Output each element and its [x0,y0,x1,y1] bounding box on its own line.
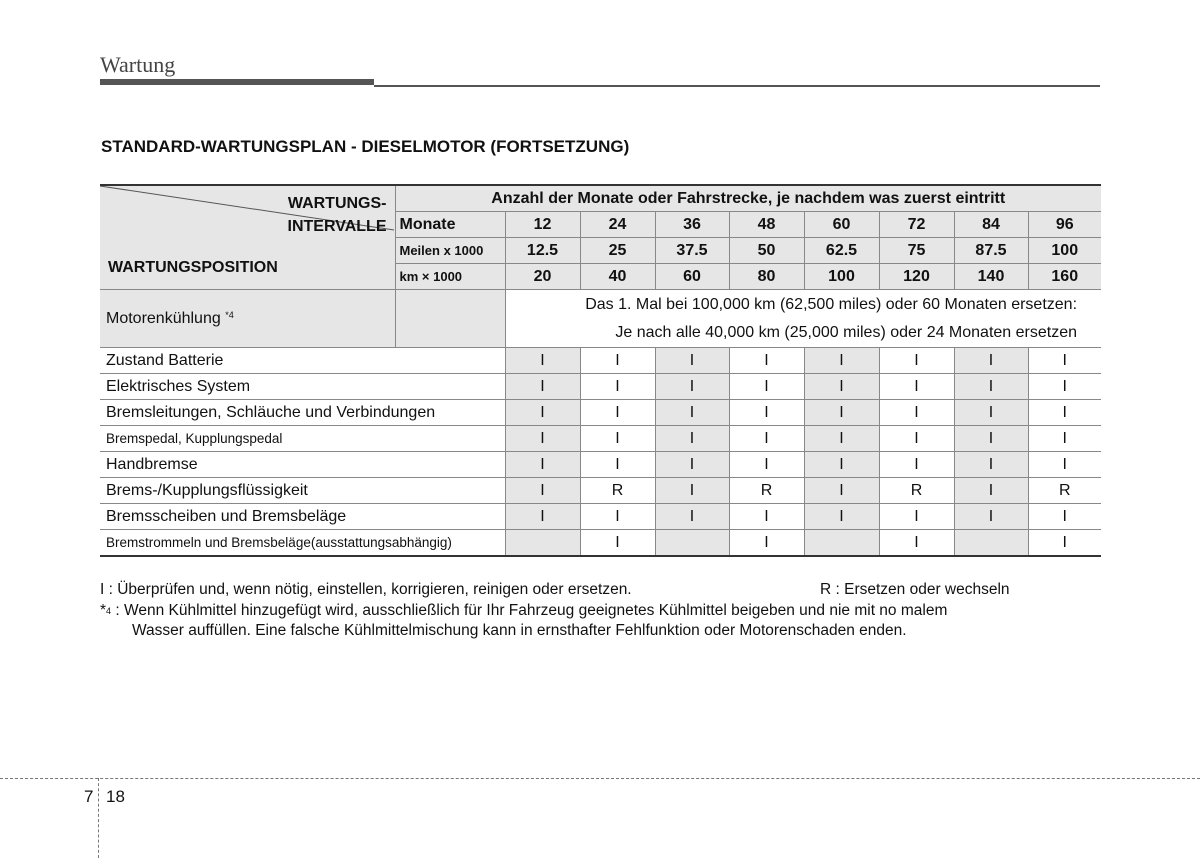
schedule-cell: I [505,426,580,452]
schedule-cell: I [580,530,655,557]
row-label: Bremsleitungen, Schläuche und Verbindungen [100,400,505,426]
schedule-cell: I [879,400,954,426]
interval-value: 72 [879,212,954,238]
schedule-cell: I [804,478,879,504]
schedule-cell: I [804,348,879,374]
interval-row-label: km × 1000 [395,264,505,290]
interval-value: 48 [729,212,804,238]
interval-value: 84 [954,212,1028,238]
legend-footnote: *$^4$ : Wenn Kühlmittel hinzugefügt wird, ausschließlich für Ihr Fahrzeug geeignetes Kühlmittel beigeben und nie mit no malem [100,602,948,619]
schedule-cell: I [655,426,729,452]
schedule-cell: I [954,374,1028,400]
chapter-number: 7 [84,787,94,806]
schedule-cell: I [729,426,804,452]
header-rule-thick [100,79,374,85]
row-label: Bremspedal, Kupplungspedal [100,426,505,452]
schedule-cell [804,530,879,557]
interval-value: 40 [580,264,655,290]
section-title: STANDARD-WARTUNGSPLAN - DIESELMOTOR (FORTSETZUNG) [101,137,630,156]
schedule-cell: I [954,478,1028,504]
schedule-cell: I [1028,504,1101,530]
table-row [100,348,1101,374]
schedule-cell: I [580,426,655,452]
schedule-cell: I [505,504,580,530]
schedule-cell: I [729,400,804,426]
schedule-cell: I [1028,452,1101,478]
schedule-cell: I [879,504,954,530]
header-title: Wartung [100,52,176,77]
schedule-cell: I [954,504,1028,530]
schedule-cell: I [879,426,954,452]
schedule-cell: R [1028,478,1101,504]
schedule-cell: I [954,400,1028,426]
table-row [100,426,1101,452]
legend-replace: R : Ersetzen oder wechseln [820,581,1010,598]
schedule-cell [954,530,1028,557]
interval-value: 50 [729,238,804,264]
coolant-spacer [395,290,505,348]
schedule-cell: I [505,452,580,478]
maintenance-table [100,184,1101,557]
interval-value: 100 [804,264,879,290]
row-label-coolant: Motorenkühlung $^{*4}$ [100,290,395,348]
corner-position-label: WARTUNGSPOSITION [108,259,278,276]
interval-value: 140 [954,264,1028,290]
schedule-cell: I [879,348,954,374]
schedule-cell: I [580,374,655,400]
row-label: Bremstrommeln und Bremsbeläge(ausstattungsabhängig) [100,530,505,557]
table-corner-header [100,185,395,290]
interval-value: 25 [580,238,655,264]
row-label: Zustand Batterie [100,348,505,374]
interval-value: 80 [729,264,804,290]
table-row [100,504,1101,530]
schedule-cell: I [879,374,954,400]
interval-value: 100 [1028,238,1101,264]
interval-value: 12 [505,212,580,238]
interval-value: 120 [879,264,954,290]
interval-value: 12.5 [505,238,580,264]
schedule-cell: I [655,452,729,478]
schedule-cell: I [655,348,729,374]
table-row [100,478,1101,504]
schedule-cell: I [804,504,879,530]
schedule-cell: I [580,348,655,374]
row-label: Brems-/Kupplungsflüssigkeit [100,478,505,504]
schedule-cell: I [505,374,580,400]
schedule-cell: I [1028,426,1101,452]
row-label: Handbremse [100,452,505,478]
footer-dashed-vertical [98,778,99,858]
schedule-cell: I [729,504,804,530]
schedule-cell: I [1028,400,1101,426]
schedule-cell: I [655,504,729,530]
schedule-cell: I [580,452,655,478]
interval-value: 20 [505,264,580,290]
schedule-cell: I [729,374,804,400]
interval-value: 75 [879,238,954,264]
schedule-cell: I [1028,348,1101,374]
schedule-cell: I [505,348,580,374]
coolant-note: Das 1. Mal bei 100,000 km (62,500 miles) oder 60 Monaten ersetzen: Je nach alle 40,000 km (25,000 miles) oder 24 Monaten ersetzen [505,290,1101,348]
schedule-cell: I [804,374,879,400]
schedule-cell: R [729,478,804,504]
interval-value: 62.5 [804,238,879,264]
interval-top-header: Anzahl der Monate oder Fahrstrecke, je nachdem was zuerst eintritt [395,185,1101,212]
schedule-cell: I [505,478,580,504]
interval-row-label: Monate [395,212,505,238]
row-label: Elektrisches System [100,374,505,400]
footer-dashed-rule [0,778,1200,779]
interval-value: 60 [804,212,879,238]
interval-value: 60 [655,264,729,290]
schedule-cell: R [580,478,655,504]
header-rule-thin [374,85,1100,87]
schedule-cell: I [655,478,729,504]
schedule-cell: I [580,400,655,426]
interval-value: 36 [655,212,729,238]
interval-value: 37.5 [655,238,729,264]
schedule-cell: I [1028,530,1101,557]
schedule-cell [655,530,729,557]
interval-value: 96 [1028,212,1101,238]
schedule-cell [505,530,580,557]
table-row [100,374,1101,400]
table-row [100,530,1101,557]
table-row [100,400,1101,426]
schedule-cell: I [954,348,1028,374]
row-label: Bremsscheiben und Bremsbeläge [100,504,505,530]
schedule-cell: I [954,426,1028,452]
schedule-cell: I [655,400,729,426]
page-number: 18 [106,787,125,806]
interval-value: 87.5 [954,238,1028,264]
schedule-cell: R [879,478,954,504]
schedule-cell: I [580,504,655,530]
corner-intervals-label: WARTUNGS- INTERVALLE [287,195,387,235]
schedule-cell: I [1028,374,1101,400]
table-row [100,452,1101,478]
schedule-cell: I [804,400,879,426]
schedule-cell: I [879,530,954,557]
schedule-cell: I [879,452,954,478]
schedule-cell: I [729,530,804,557]
legend-footnote-continued: Wasser auffüllen. Eine falsche Kühlmittelmischung kann in ernsthafter Fehlfunktion oder Motorenschaden enden. [132,622,907,639]
legend-inspect: I : Überprüfen und, wenn nötig, einstellen, korrigieren, reinigen oder ersetzen. [100,581,632,598]
schedule-cell: I [655,374,729,400]
interval-row-label: Meilen x 1000 [395,238,505,264]
schedule-cell: I [729,452,804,478]
schedule-cell: I [804,452,879,478]
schedule-cell: I [954,452,1028,478]
schedule-cell: I [505,400,580,426]
schedule-cell: I [729,348,804,374]
interval-value: 160 [1028,264,1101,290]
interval-value: 24 [580,212,655,238]
schedule-cell: I [804,426,879,452]
